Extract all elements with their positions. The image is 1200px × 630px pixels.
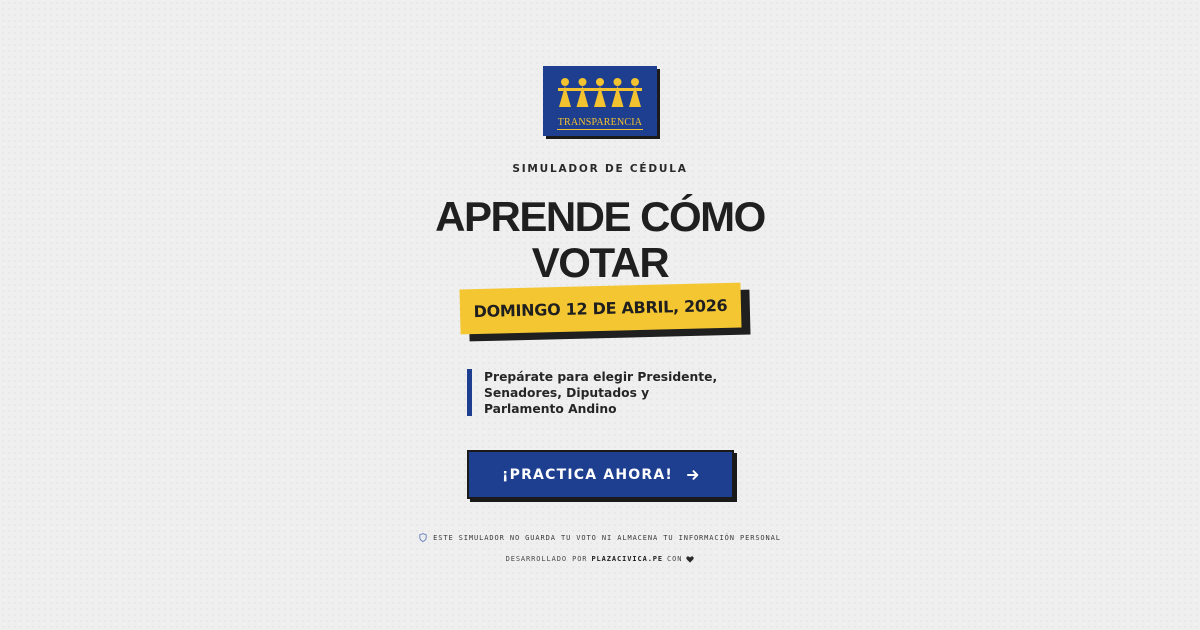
- privacy-note: [0, 533, 1200, 542]
- logo-text: TRANSPARENCIA: [557, 117, 643, 128]
- transparencia-logo: [543, 66, 657, 136]
- logo-underline: [557, 129, 643, 130]
- people-icon: [556, 76, 644, 110]
- shield-icon: [419, 533, 427, 542]
- heart-icon: [686, 556, 694, 563]
- page-title: [0, 194, 1200, 286]
- eyebrow-label: SIMULADOR DE CÉDULA: [512, 163, 688, 175]
- date-banner: DOMINGO 12 DE ABRIL, 2026: [459, 283, 741, 335]
- page-title-line-1: APRENDE CÓMO: [435, 193, 765, 240]
- arrow-right-icon: [687, 469, 699, 481]
- practice-now-button[interactable]: [467, 450, 734, 499]
- credit-prefix: DESARROLLADO POR: [505, 555, 588, 563]
- credit-suffix: CON: [667, 555, 683, 563]
- privacy-note-text: ESTE SIMULADOR NO GUARDA TU VOTO NI ALMACENA TU INFORMACIÓN PERSONAL: [433, 533, 781, 542]
- practice-now-label: ¡PRACTICA AHORA!: [502, 466, 673, 483]
- page-title-line-2: VOTAR: [531, 239, 669, 286]
- description-text: Prepárate para elegir Presidente, Senadores, Diputados y Parlamento Andino: [484, 370, 718, 416]
- credit-site-link[interactable]: PLAZACIVICA.PE: [591, 555, 664, 563]
- credit-line: [0, 555, 1200, 563]
- description-accent-bar: [467, 369, 472, 416]
